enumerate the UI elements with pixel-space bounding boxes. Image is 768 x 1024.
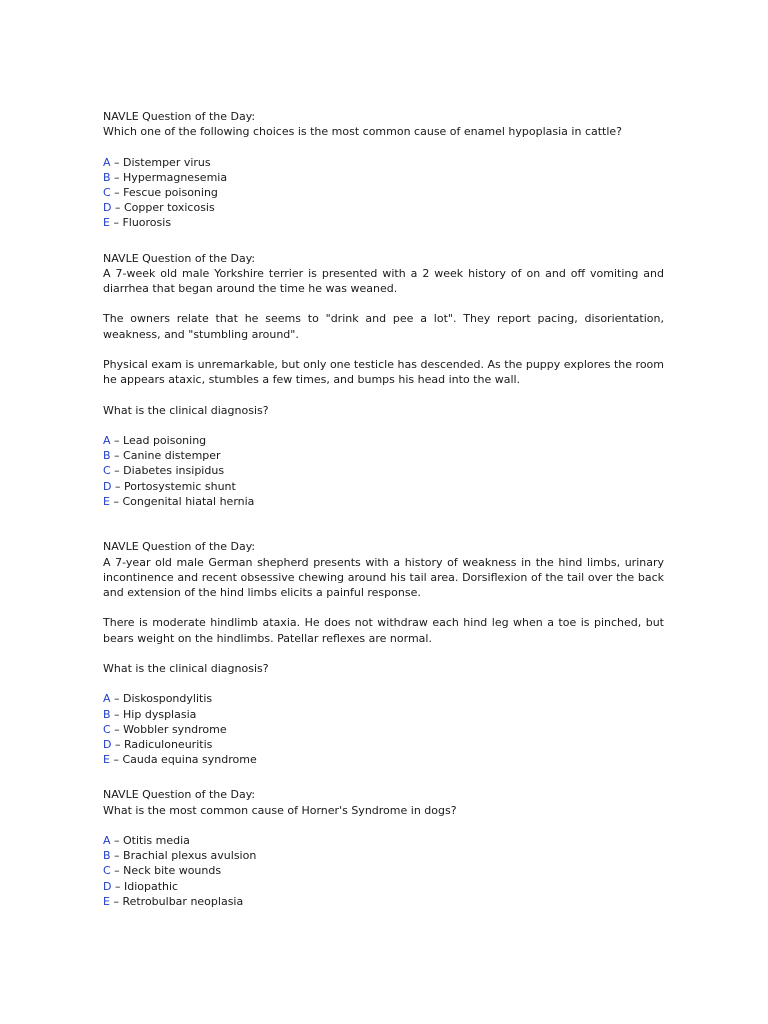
option-letter: D (103, 879, 112, 893)
option-letter: C (103, 864, 111, 878)
option-text: – Hip dysplasia (110, 707, 197, 721)
answer-option-b (103, 848, 664, 863)
option-text: – Neck bite wounds (110, 864, 222, 878)
answer-options (103, 691, 664, 767)
question-heading: NAVLE Question of the Day: (103, 251, 256, 265)
option-text: – Radiculoneuritis (111, 737, 213, 751)
question-prompt: What is the clinical diagnosis? (103, 403, 269, 417)
question-text: Physical exam is unremarkable, but only one testicle has descended. As the puppy explores the room he appears ataxic, stumbles a few times, and bumps his head into the wall. (103, 358, 664, 387)
answer-options (103, 833, 664, 909)
question-heading: NAVLE Question of the Day: (103, 540, 256, 554)
document-body (103, 109, 664, 909)
option-text: – Hypermagnesemia (110, 170, 228, 184)
option-text: – Otitis media (110, 833, 190, 847)
option-letter: A (103, 155, 111, 169)
answer-options (103, 433, 664, 509)
option-letter: A (103, 692, 111, 706)
option-text: – Congenital hiatal hernia (109, 494, 255, 508)
question-text: A 7-week old male Yorkshire terrier is presented with a 2 week history of on and off vomiting and diarrhea that began around the time he was weaned. (103, 266, 664, 296)
answer-option-e (103, 894, 664, 909)
option-text: – Lead poisoning (110, 433, 207, 447)
question-text: What is the most common cause of Horner's Syndrome in dogs? (103, 803, 457, 817)
answer-option-d (103, 479, 664, 494)
option-letter: D (103, 201, 112, 215)
option-letter: B (103, 170, 111, 184)
option-text: – Fescue poisoning (110, 186, 218, 199)
answer-option-c (103, 722, 664, 737)
option-text: – Wobbler syndrome (110, 722, 227, 736)
option-letter: D (103, 479, 112, 493)
option-text: – Brachial plexus avulsion (110, 849, 257, 863)
option-text: – Retrobulbar neoplasia (109, 894, 244, 908)
option-letter: C (103, 464, 111, 478)
option-letter: D (103, 737, 112, 751)
question-text: The owners relate that he seems to "drink and pee a lot". They report pacing, disorientation, weakness, and "stumbling around". (103, 312, 664, 341)
question-block-3 (103, 539, 664, 767)
answer-option-b (103, 707, 664, 722)
option-text: – Fluorosis (109, 216, 172, 230)
question-block-1 (103, 109, 664, 231)
question-text: There is moderate hindlimb ataxia. He does not withdraw each hind leg when a toe is pinched, but bears weight on the hindlimbs. Patellar reflexes are normal. (103, 616, 664, 645)
answer-option-a (103, 155, 664, 170)
option-text: – Distemper virus (110, 155, 211, 169)
answer-option-d (103, 200, 664, 215)
option-text: – Diskospondylitis (110, 692, 213, 706)
option-letter: E (103, 894, 110, 908)
question-prompt: What is the clinical diagnosis? (103, 661, 269, 675)
question-block-2 (103, 251, 664, 509)
answer-option-b (103, 448, 664, 463)
option-text: – Canine distemper (110, 449, 221, 463)
question-heading: NAVLE Question of the Day: (103, 110, 256, 123)
option-text: – Diabetes insipidus (110, 464, 225, 478)
option-text: – Copper toxicosis (111, 201, 215, 215)
question-block-4 (103, 787, 664, 909)
option-letter: C (103, 186, 111, 199)
answer-option-e (103, 494, 664, 509)
answer-option-c (103, 863, 664, 878)
answer-option-b (103, 170, 664, 185)
option-letter: B (103, 707, 111, 721)
answer-option-c (103, 463, 664, 478)
answer-option-e (103, 752, 664, 767)
question-text: A 7-year old male German shepherd presents with a history of weakness in the hind limbs, urinary incontinence and recent obsessive chewing around his tail area. Dorsiflexion of the tail over the back and extension of the hind limbs elicits a painful response. (103, 555, 664, 599)
option-letter: A (103, 433, 111, 447)
option-text: – Idiopathic (111, 879, 179, 893)
option-text: – Portosystemic shunt (111, 479, 236, 493)
answer-option-a (103, 691, 664, 706)
option-letter: C (103, 722, 111, 736)
option-letter: B (103, 449, 111, 463)
option-letter: E (103, 494, 110, 508)
answer-option-e (103, 215, 664, 230)
answer-option-c (103, 185, 664, 200)
option-letter: A (103, 833, 111, 847)
answer-option-a (103, 433, 664, 448)
answer-option-d (103, 737, 664, 752)
answer-option-a (103, 833, 664, 848)
option-letter: E (103, 216, 110, 230)
option-letter: E (103, 753, 110, 767)
option-letter: B (103, 849, 111, 863)
question-text: Which one of the following choices is the most common cause of enamel hypoplasia in cattle? (103, 125, 623, 139)
answer-option-d (103, 879, 664, 894)
answer-options (103, 155, 664, 231)
option-text: – Cauda equina syndrome (109, 753, 257, 767)
question-heading: NAVLE Question of the Day: (103, 788, 256, 802)
